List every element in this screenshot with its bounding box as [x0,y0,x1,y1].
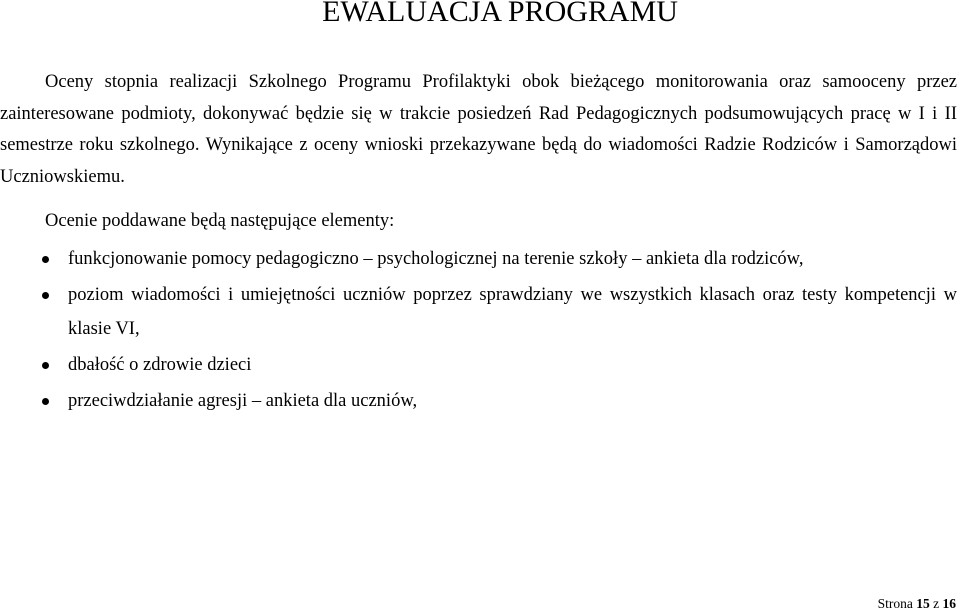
list-item [0,384,957,418]
current-page-number: 15 [916,596,930,611]
page-label: Strona [877,596,913,611]
list-item-text: funkcjonowanie pomocy pedagogiczno – psychologicznej na terenie szkoły – ankieta dla rodziców, [68,249,804,269]
document-heading: EWALUACJA PROGRAMU [322,0,678,28]
paragraph-evaluated-elements: Ocenie poddawane będą następujące elementy: [45,211,395,231]
list-item [0,278,957,346]
list-item [0,242,957,276]
page-number-footer [878,596,956,612]
list-item-text: dbałość o zdrowie dzieci [68,355,252,375]
evaluated-elements-list [0,242,957,420]
bullet-icon [42,256,49,263]
bullet-icon [42,292,49,299]
list-item [0,348,957,382]
page-of-label: z [933,596,940,611]
paragraph-evaluation-intro: Oceny stopnia realizacji Szkolnego Programu Profilaktyki obok bieżącego monitorowania oraz samooceny przez zainteresowane podmioty, dokonywać będzie się w trakcie posiedzeń Rad Pedagogicznych podsumowujących pracę w I i II semestrze roku szkolnego. Wynikające z oceny wnioski przekazywane będą do wiadomości Radzie Rodziców i Samorządowi Uczniowskiemu. [0,72,957,187]
list-item-text: poziom wiadomości i umiejętności uczniów poprzez sprawdziany we wszystkich klasach oraz testy kompetencji w klasie VI, [68,285,957,339]
total-pages-number: 16 [942,596,956,611]
bullet-icon [42,362,49,369]
list-item-text: przeciwdziałanie agresji – ankieta dla uczniów, [68,391,418,411]
bullet-icon [42,398,49,405]
